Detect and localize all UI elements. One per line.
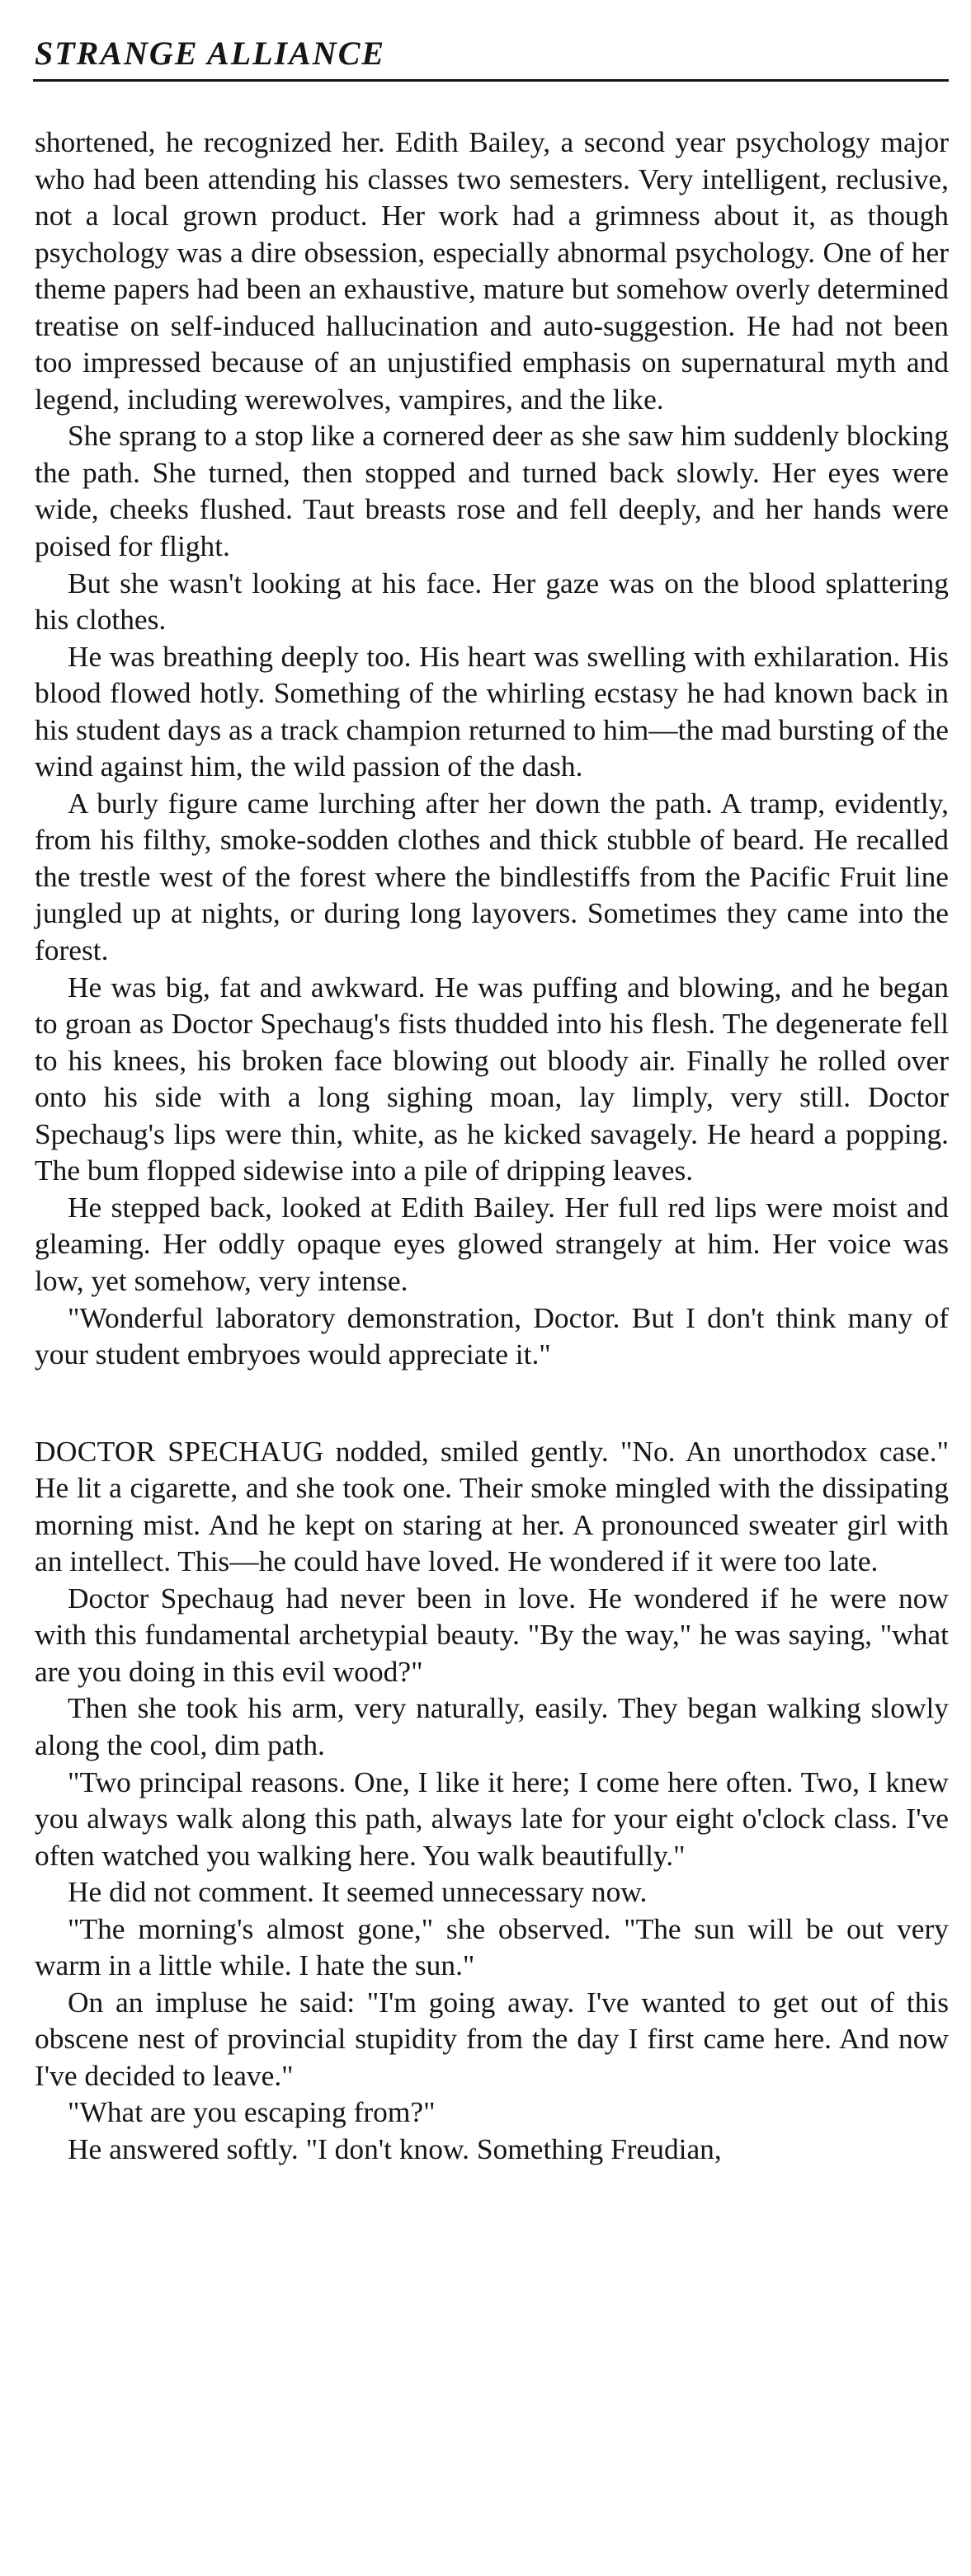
paragraph: She sprang to a stop like a cornered deer as she saw him suddenly blocking the path. She turned, then stopped and turned back slowly. Her eyes were wide, cheeks flushed. Taut breasts rose and fell deeply, and her hands were poised for flight. [35,419,949,563]
paragraph: He was big, fat and awkward. He was puffing and blowing, and he began to groan as Doctor Spechaug's fists thudded into his flesh. The degenerate fell to his knees, his broken face blowing out bloody air. Finally he rolled over onto his side with a long sighing moan, lay limply, very still. Doctor Spechaug's lips were thin, white, as he kicked savagely. He heard a popping. The bum flopped sidewise into a pile of dripping leaves. [35,970,949,1187]
running-header [33,30,949,82]
paragraph: Then she took his arm, very naturally, easily. They began walking slowly along the cool, dim path. [35,1691,949,1761]
paragraph: "The morning's almost gone," she observed. "The sun will be out very warm in a little while. I hate the sun." [35,1911,949,1982]
paragraph: He was breathing deeply too. His heart was swelling with exhilaration. His blood flowed hotly. Something of the whirling ecstasy he had known back in his student days as a track champion returned to him—the mad bursting of the wind against him, the wild passion of the dash. [35,639,949,783]
paragraph: He answered softly. "I don't know. Something Freudian, [68,2132,722,2165]
paragraph: Doctor Spechaug had never been in love. He wondered if he were now with this fundamental archetypial beauty. "By the way," he was saying, "what are you doing in this evil wood?" [35,1581,949,1688]
section-lead-in: DOCTOR SPECHAUG [35,1434,324,1468]
paragraph: He stepped back, looked at Edith Bailey. Her full red lips were moist and gleaming. Her oddly opaque eyes glowed strangely at him. Her voice was low, yet somehow, very intense. [35,1190,949,1297]
paragraph: "Wonderful laboratory demonstration, Doctor. But I don't think many of your student embryoes would appreciate it." [35,1300,949,1371]
running-header-title: STRANGE ALLIANCE [35,35,386,72]
story-text [35,124,949,2168]
paragraph: A burly figure came lurching after her down the path. A tramp, evidently, from his filthy, smoke-sodden clothes and thick stubble of beard. He recalled the trestle west of the forest where the bindlestiffs from the Pacific Fruit line jungled up at nights, or during long layovers. Sometimes they came into the forest. [35,786,949,967]
section-opening-text: nodded, smiled gently. "No. An unorthodox case." He lit a cigarette, and she took one. Their smoke mingled with the dissipating morning mist. And he kept on staring at her. A pronounced sweater girl with an intellect. This—he could have loved. He wondered if it were too late. [35,1434,950,1578]
paragraph: He did not comment. It seemed unnecessary now. [68,1875,648,1909]
section-opening-paragraph [35,1433,949,1580]
paragraph: "What are you escaping from?" [68,2095,436,2129]
paragraph: shortened, he recognized her. Edith Bailey, a second year psychology major who had been attending his classes two semesters. Very intelligent, reclusive, not a local grown product. Her work had a grimness about it, as though psychology was a dire obsession, especially abnormal psychology. One of her theme papers had been an exhaustive, mature but somehow overly determined treatise on self-induced hallucination and auto-suggestion. He had not been too impressed because of an unjustified emphasis on supernatural myth and legend, including werewolves, vampires, and the like. [35,125,949,416]
paragraph: On an impluse he said: "I'm going away. I've wanted to get out of this obscene nest of provincial stupidity from the day I first came here. And now I've decided to leave." [35,1985,949,2092]
paragraph: "Two principal reasons. One, I like it here; I come here often. Two, I knew you always walk along this path, always late for your eight o'clock class. I've often watched you walking here. You walk beautifully." [35,1765,949,1872]
paragraph: But she wasn't looking at his face. Her gaze was on the blood splattering his clothes. [35,566,949,637]
